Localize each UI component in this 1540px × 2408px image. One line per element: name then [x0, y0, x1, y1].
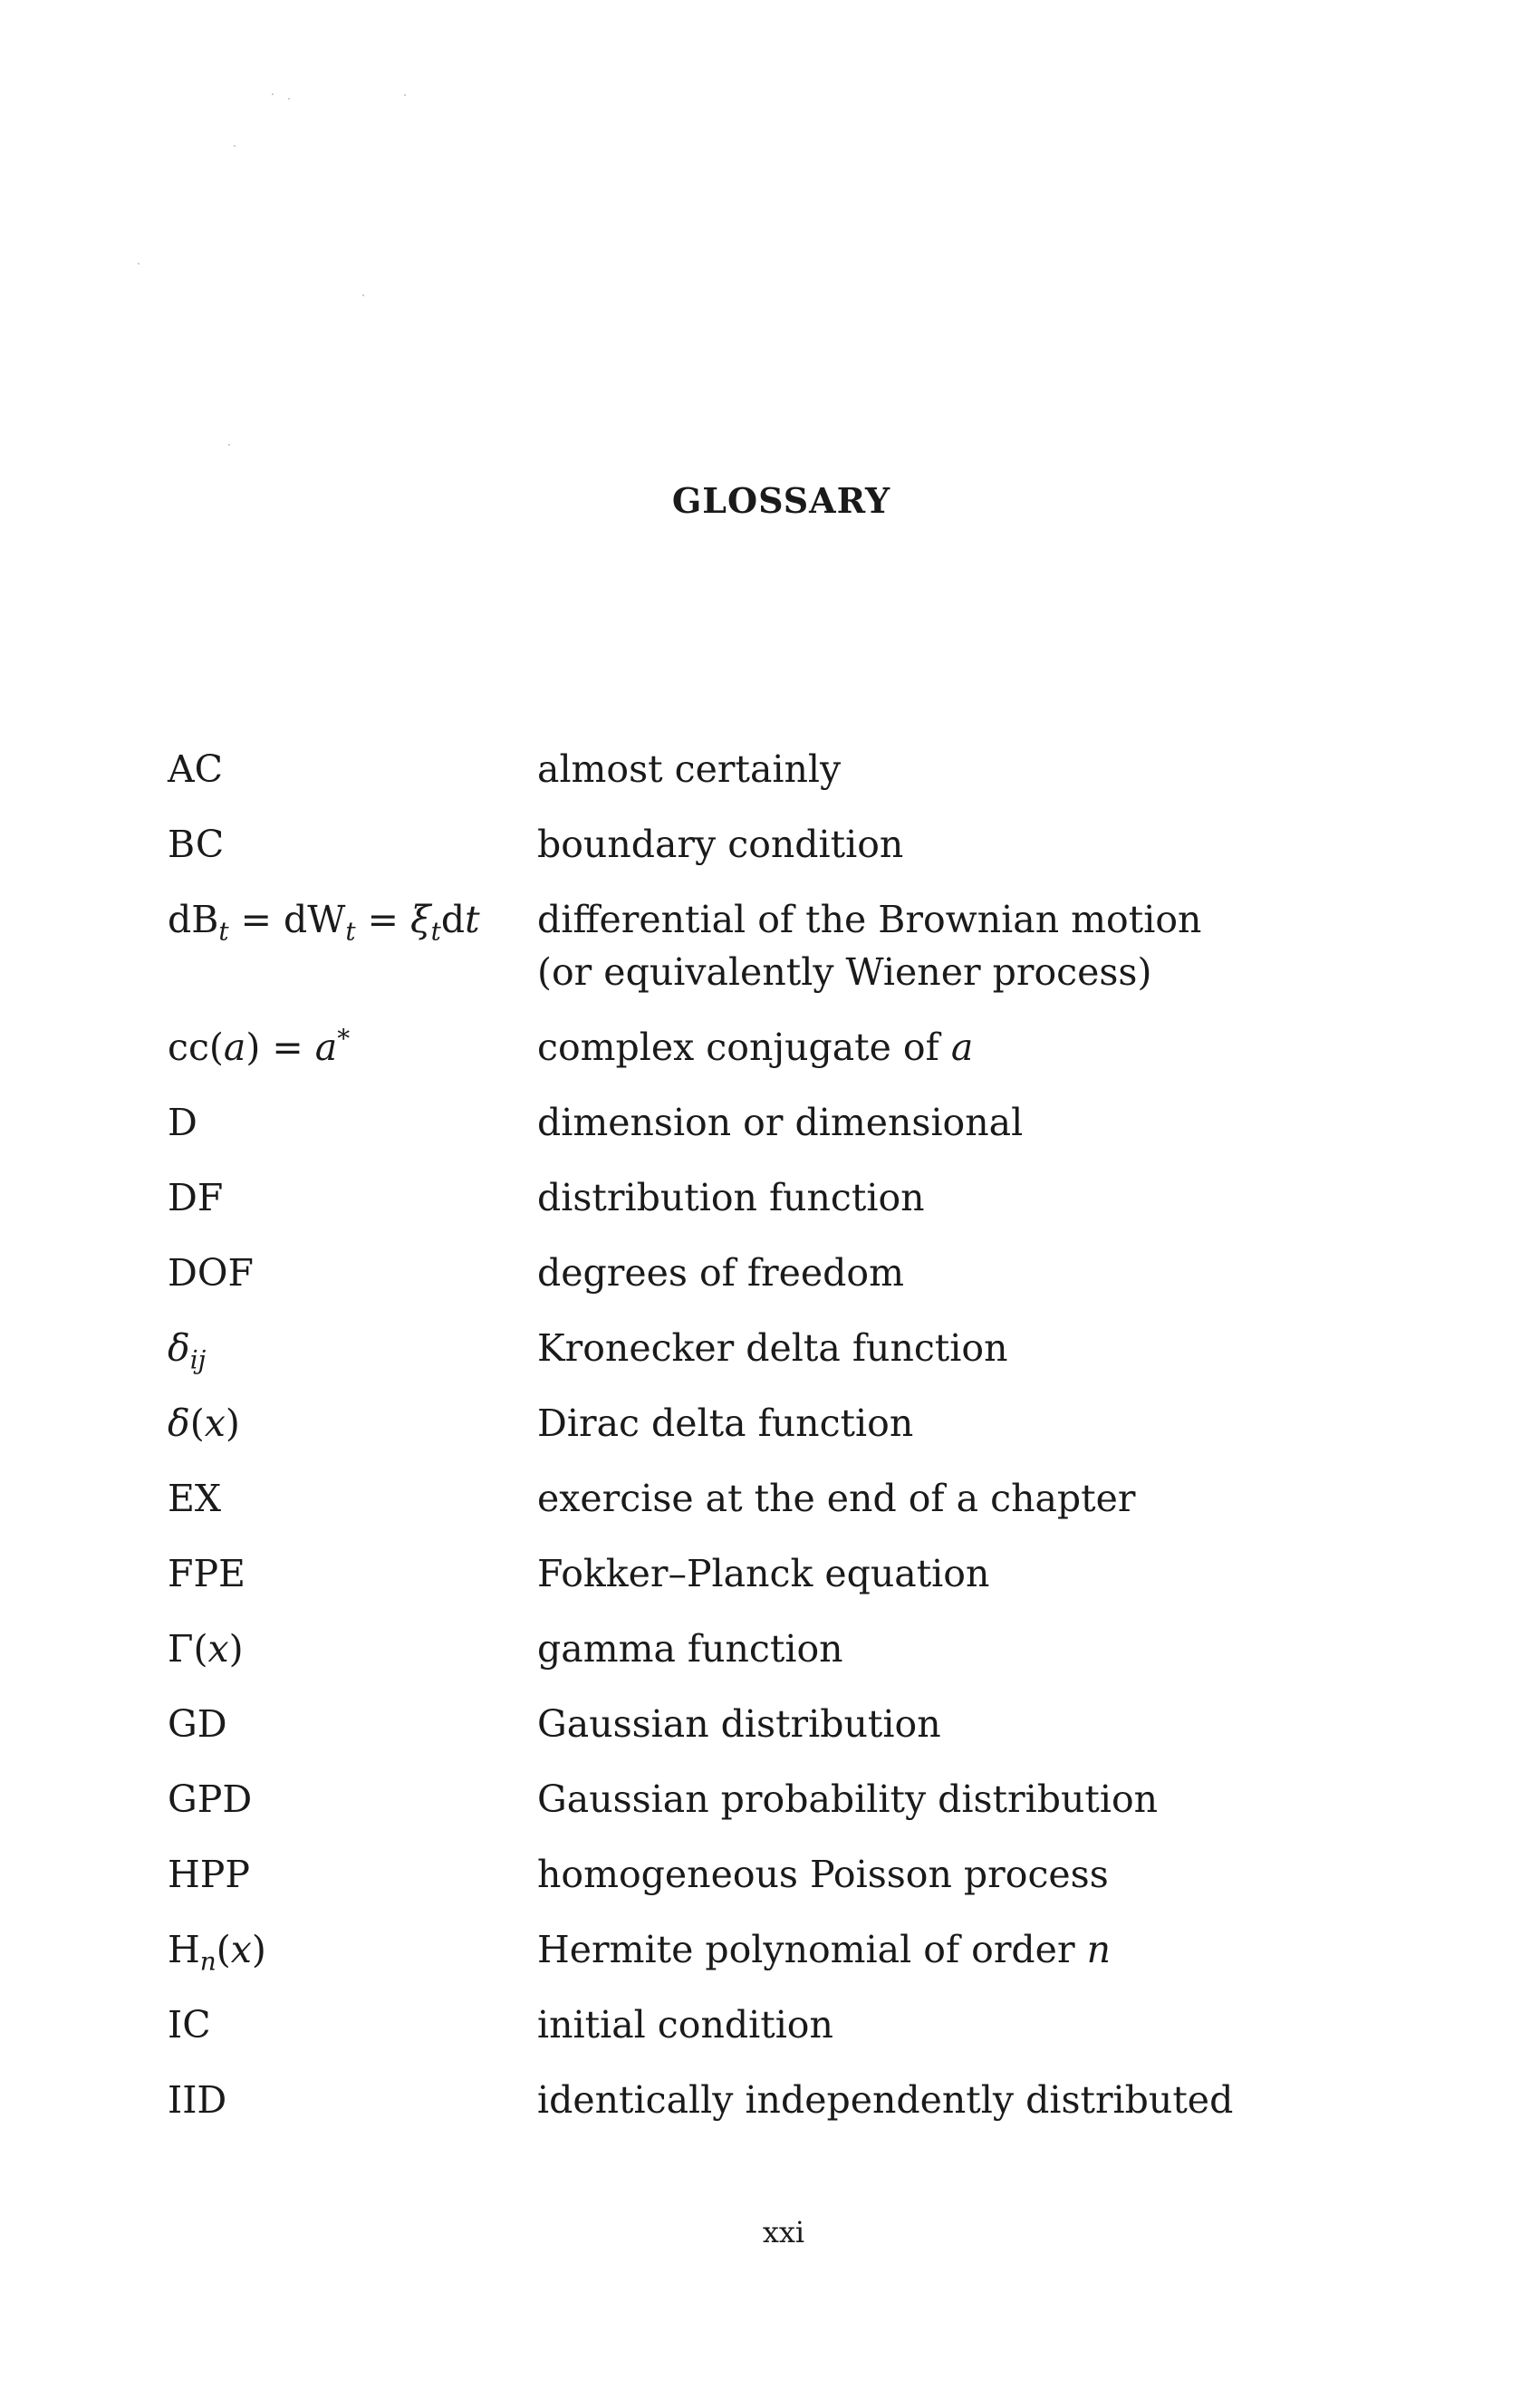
glossary-definition: gamma function — [537, 1627, 843, 1671]
glossary-definition: dimension or dimensional — [537, 1101, 1024, 1144]
glossary-term: DF — [168, 1176, 224, 1219]
glossary-term: HPP — [168, 1853, 250, 1896]
glossary-entry — [168, 1472, 1345, 1525]
glossary-entry — [168, 1923, 1345, 1976]
glossary-definition: Hermite polynomial of order n — [537, 1928, 1111, 1971]
glossary-definition: Kronecker delta function — [537, 1326, 1008, 1370]
glossary-entry — [168, 1322, 1345, 1374]
glossary-term: DOF — [168, 1251, 254, 1295]
glossary-definition: complex conjugate of a — [537, 1026, 974, 1069]
glossary-entry — [168, 1247, 1345, 1299]
glossary-entry — [168, 893, 1345, 998]
glossary-entry — [168, 818, 1345, 871]
glossary-term: EX — [168, 1477, 222, 1520]
glossary-entry — [168, 743, 1345, 795]
glossary-entry — [168, 1171, 1345, 1224]
glossary-definition: initial condition — [537, 2003, 833, 2047]
glossary-term: IID — [168, 2078, 227, 2122]
glossary-definition: Fokker–Planck equation — [537, 1552, 990, 1595]
glossary-entry — [168, 1623, 1345, 1675]
glossary-term: D — [168, 1101, 197, 1144]
glossary-definition: Dirac delta function — [537, 1401, 914, 1445]
glossary-list — [168, 743, 1345, 2149]
glossary-entry — [168, 1547, 1345, 1600]
glossary-term: GD — [168, 1702, 227, 1746]
glossary-definition: distribution function — [537, 1176, 925, 1219]
glossary-definition: degrees of freedom — [537, 1251, 904, 1295]
glossary-entry — [168, 1021, 1345, 1074]
glossary-entry — [168, 1096, 1345, 1149]
glossary-entry — [168, 2074, 1345, 2126]
glossary-definition: exercise at the end of a chapter — [537, 1477, 1136, 1520]
glossary-entry — [168, 1397, 1345, 1450]
page-title: GLOSSARY — [671, 480, 891, 521]
glossary-term: $\delta_{ij}$ — [168, 1326, 207, 1375]
glossary-term: Γ(x) — [168, 1627, 244, 1671]
glossary-entry — [168, 1848, 1345, 1901]
glossary-definition: identically independently distributed — [537, 2078, 1234, 2122]
page-number: xxi — [762, 2215, 805, 2249]
glossary-definition: boundary condition — [537, 823, 904, 866]
glossary-term: cc(a) = a* — [168, 1024, 351, 1069]
glossary-definition: almost certainly — [537, 747, 842, 791]
glossary-term: AC — [168, 747, 223, 791]
glossary-entry — [168, 1698, 1345, 1750]
glossary-term: δ(x) — [168, 1401, 240, 1445]
glossary-entry — [168, 1773, 1345, 1825]
glossary-term: IC — [168, 2003, 211, 2047]
glossary-term: BC — [168, 823, 225, 866]
glossary-term: $dB_t = dW_t = \xi_tdt$ — [168, 898, 480, 947]
glossary-definition: differential of the Brownian motion (or equivalently Wiener process) — [537, 898, 1202, 994]
glossary-term: FPE — [168, 1552, 245, 1595]
glossary-definition: Gaussian probability distribution — [537, 1777, 1159, 1821]
glossary-definition: homogeneous Poisson process — [537, 1853, 1109, 1896]
glossary-term: $H_n(x)$ — [168, 1928, 266, 1977]
glossary-term: GPD — [168, 1777, 253, 1821]
glossary-entry — [168, 1999, 1345, 2051]
glossary-definition: Gaussian distribution — [537, 1702, 941, 1746]
